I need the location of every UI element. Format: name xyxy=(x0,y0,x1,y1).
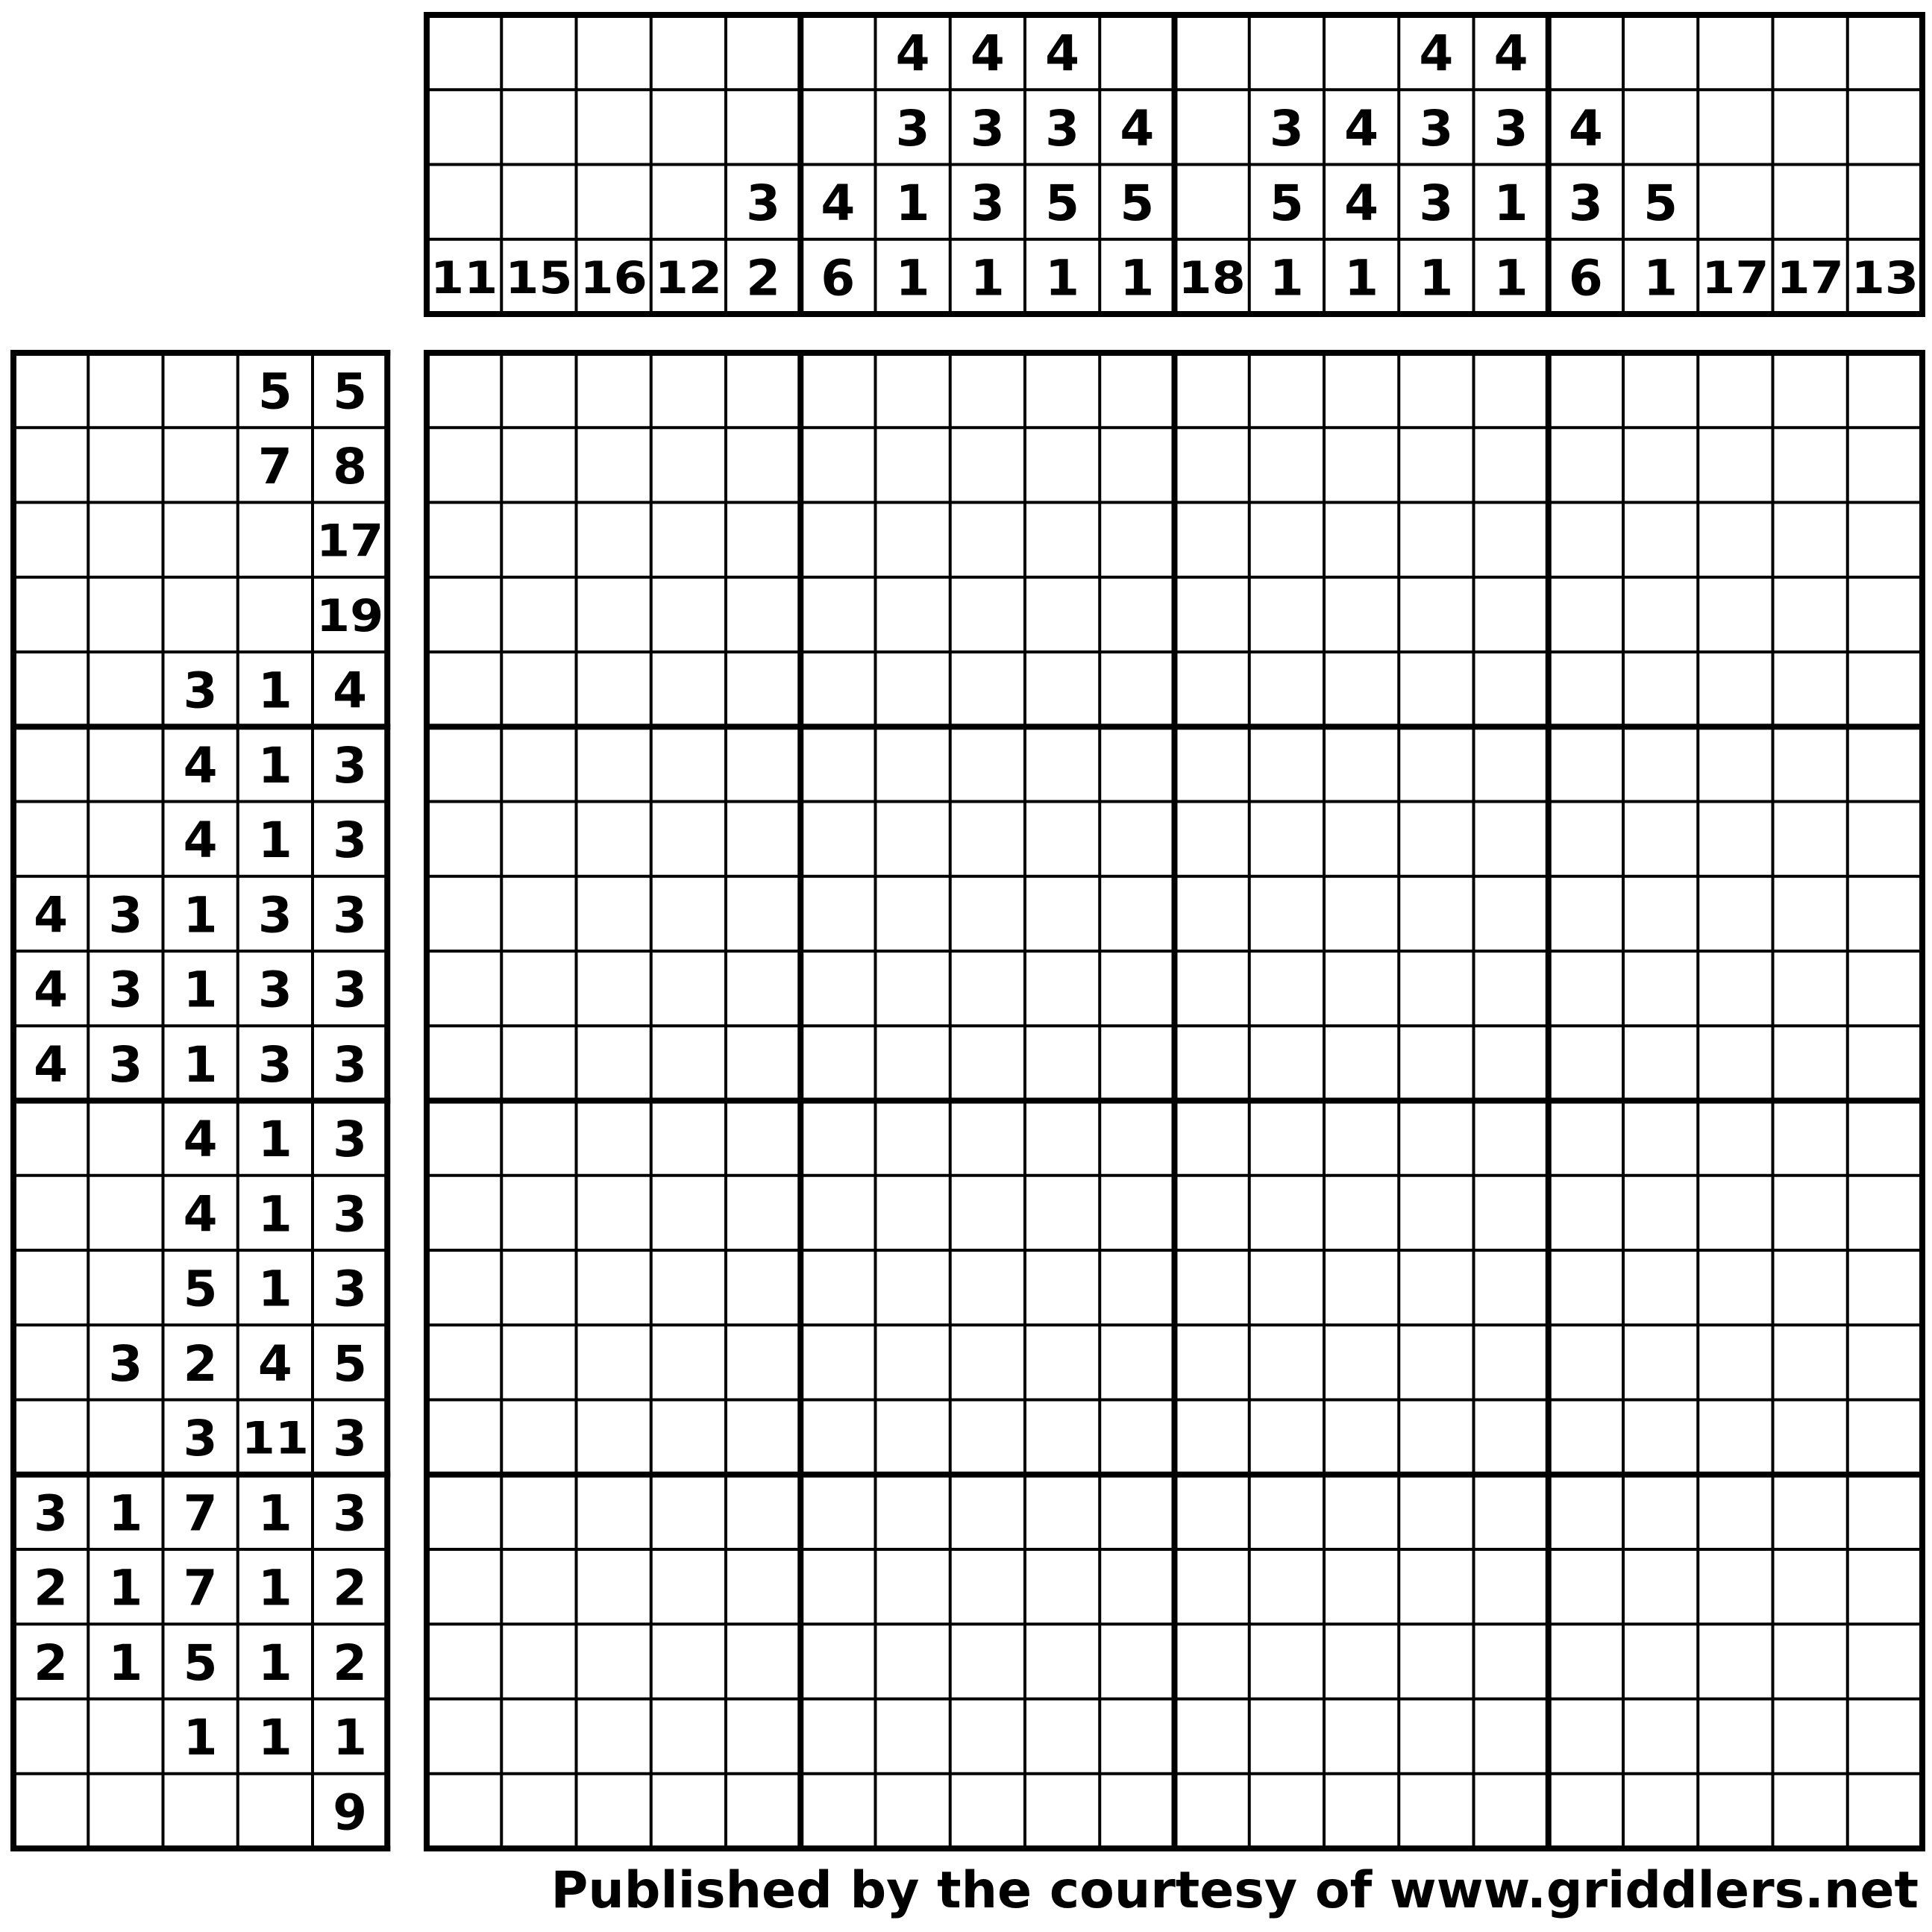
column-clue-number: 6 xyxy=(821,249,856,307)
column-clue-number: 4 xyxy=(1344,175,1379,233)
column-clue-number: 4 xyxy=(1120,99,1155,157)
row-clue-number: 1 xyxy=(257,1111,292,1169)
row-clue-number: 2 xyxy=(34,1559,69,1617)
column-clue-number: 3 xyxy=(1269,99,1304,157)
column-clue-number: 3 xyxy=(1568,175,1603,233)
row-clue-number: 1 xyxy=(183,1035,218,1094)
row-clue-area xyxy=(13,353,387,1848)
row-clue-number: 3 xyxy=(34,1484,69,1543)
row-clue-number: 3 xyxy=(333,812,368,870)
row-clue-number: 1 xyxy=(183,1709,218,1767)
column-clue-number: 3 xyxy=(1493,99,1528,157)
row-clue-number: 7 xyxy=(257,437,292,495)
column-clue-number: 17 xyxy=(1776,251,1844,304)
row-clue-number: 3 xyxy=(257,1035,292,1094)
solution-grid xyxy=(427,353,1922,1848)
row-clue-number: 1 xyxy=(257,1709,292,1767)
row-clue-number: 3 xyxy=(333,1111,368,1169)
row-clue-number: 19 xyxy=(316,589,384,642)
column-clue-number: 5 xyxy=(1643,175,1678,233)
row-clue-number: 11 xyxy=(241,1412,309,1465)
column-clue-number: 2 xyxy=(746,249,781,307)
row-clue-number: 3 xyxy=(108,1035,143,1094)
row-clue-number: 4 xyxy=(183,812,218,870)
column-clue-number: 1 xyxy=(1493,175,1528,233)
row-clue-number: 3 xyxy=(333,1410,368,1468)
column-clue-number: 11 xyxy=(430,251,498,304)
row-clue-number: 5 xyxy=(183,1634,218,1692)
row-clue-number: 9 xyxy=(333,1784,368,1842)
column-clue-number: 1 xyxy=(1344,249,1379,307)
row-clue-number: 4 xyxy=(34,961,69,1019)
row-clue-number: 3 xyxy=(108,1334,143,1393)
column-clue-number: 6 xyxy=(1568,249,1603,307)
row-clue-number: 1 xyxy=(183,886,218,944)
column-clue-number: 1 xyxy=(1120,249,1155,307)
row-clue-number: 1 xyxy=(257,1260,292,1318)
row-clue-number: 3 xyxy=(333,1185,368,1243)
row-clue-number: 4 xyxy=(257,1334,292,1393)
row-clue-number: 1 xyxy=(257,812,292,870)
row-clue-number: 3 xyxy=(333,736,368,794)
row-clue-number: 17 xyxy=(316,515,384,568)
column-clue-number: 1 xyxy=(1419,249,1454,307)
row-clue-number: 1 xyxy=(108,1484,143,1543)
row-clue-number: 7 xyxy=(183,1559,218,1617)
row-clue-number: 4 xyxy=(183,1111,218,1169)
row-clue-number: 1 xyxy=(257,1185,292,1243)
column-clue-number: 4 xyxy=(1045,25,1080,83)
row-clue-number: 4 xyxy=(34,1035,69,1094)
row-clue-number: 1 xyxy=(257,736,292,794)
column-clue-number: 1 xyxy=(970,249,1005,307)
row-clue-number: 1 xyxy=(108,1559,143,1617)
column-clue-number: 4 xyxy=(1344,99,1379,157)
publisher-credit: Published by the courtesy of www.griddlers.net xyxy=(551,1861,1919,1920)
row-clue-number: 1 xyxy=(257,1634,292,1692)
column-clue-number: 3 xyxy=(1045,99,1080,157)
column-clue-number: 4 xyxy=(1493,25,1528,83)
column-clue-number: 1 xyxy=(1493,249,1528,307)
column-clue-number: 4 xyxy=(1568,99,1603,157)
row-clue-number: 3 xyxy=(183,1410,218,1468)
row-clue-number: 1 xyxy=(257,662,292,720)
column-clue-number: 3 xyxy=(1419,99,1454,157)
column-clue-number: 5 xyxy=(1269,175,1304,233)
column-clue-number: 3 xyxy=(746,175,781,233)
row-clue-number: 5 xyxy=(183,1260,218,1318)
row-clue-number: 2 xyxy=(34,1634,69,1692)
row-clue-number: 3 xyxy=(257,961,292,1019)
column-clue-number: 3 xyxy=(970,99,1005,157)
row-clue-number: 7 xyxy=(183,1484,218,1543)
row-clue-number: 5 xyxy=(333,1334,368,1393)
row-clue-number: 1 xyxy=(257,1559,292,1617)
row-clue-number: 3 xyxy=(333,1484,368,1543)
column-clue-number: 4 xyxy=(1419,25,1454,83)
column-clue-area xyxy=(427,15,1922,314)
row-clue-number: 5 xyxy=(257,363,292,421)
column-clue-number: 3 xyxy=(970,175,1005,233)
column-clue-number: 1 xyxy=(1643,249,1678,307)
column-clue-number: 4 xyxy=(821,175,856,233)
row-clue-number: 3 xyxy=(257,886,292,944)
row-clue-number: 4 xyxy=(34,886,69,944)
row-clue-number: 8 xyxy=(333,437,368,495)
row-clue-number: 3 xyxy=(108,886,143,944)
row-clue-number: 4 xyxy=(333,662,368,720)
column-clue-number: 15 xyxy=(505,251,573,304)
row-clue-number: 3 xyxy=(333,1260,368,1318)
column-clue-number: 16 xyxy=(580,251,647,304)
column-clue-number: 4 xyxy=(970,25,1005,83)
row-clue-number: 2 xyxy=(183,1334,218,1393)
column-clue-number: 1 xyxy=(895,249,930,307)
row-clue-number: 1 xyxy=(108,1634,143,1692)
row-clue-number: 3 xyxy=(333,961,368,1019)
row-clue-number: 1 xyxy=(257,1484,292,1543)
row-clue-number: 1 xyxy=(183,961,218,1019)
row-clue-number: 3 xyxy=(183,662,218,720)
column-clue-number: 5 xyxy=(1120,175,1155,233)
column-clue-number: 13 xyxy=(1851,251,1919,304)
column-clue-number: 1 xyxy=(1269,249,1304,307)
column-clue-number: 4 xyxy=(895,25,930,83)
row-clue-number: 3 xyxy=(108,961,143,1019)
column-clue-number: 3 xyxy=(1419,175,1454,233)
column-clue-number: 1 xyxy=(1045,249,1080,307)
column-clue-number: 3 xyxy=(895,99,930,157)
column-clue-number: 18 xyxy=(1178,251,1246,304)
row-clue-number: 5 xyxy=(333,363,368,421)
row-clue-number: 3 xyxy=(333,1035,368,1094)
column-clue-number: 17 xyxy=(1702,251,1769,304)
row-clue-number: 3 xyxy=(333,886,368,944)
column-clue-number: 12 xyxy=(654,251,722,304)
column-clue-number: 1 xyxy=(895,175,930,233)
column-clue-number: 5 xyxy=(1045,175,1080,233)
row-clue-number: 4 xyxy=(183,736,218,794)
row-clue-number: 2 xyxy=(333,1634,368,1692)
row-clue-number: 4 xyxy=(183,1185,218,1243)
row-clue-number: 1 xyxy=(333,1709,368,1767)
row-clue-number: 2 xyxy=(333,1559,368,1617)
